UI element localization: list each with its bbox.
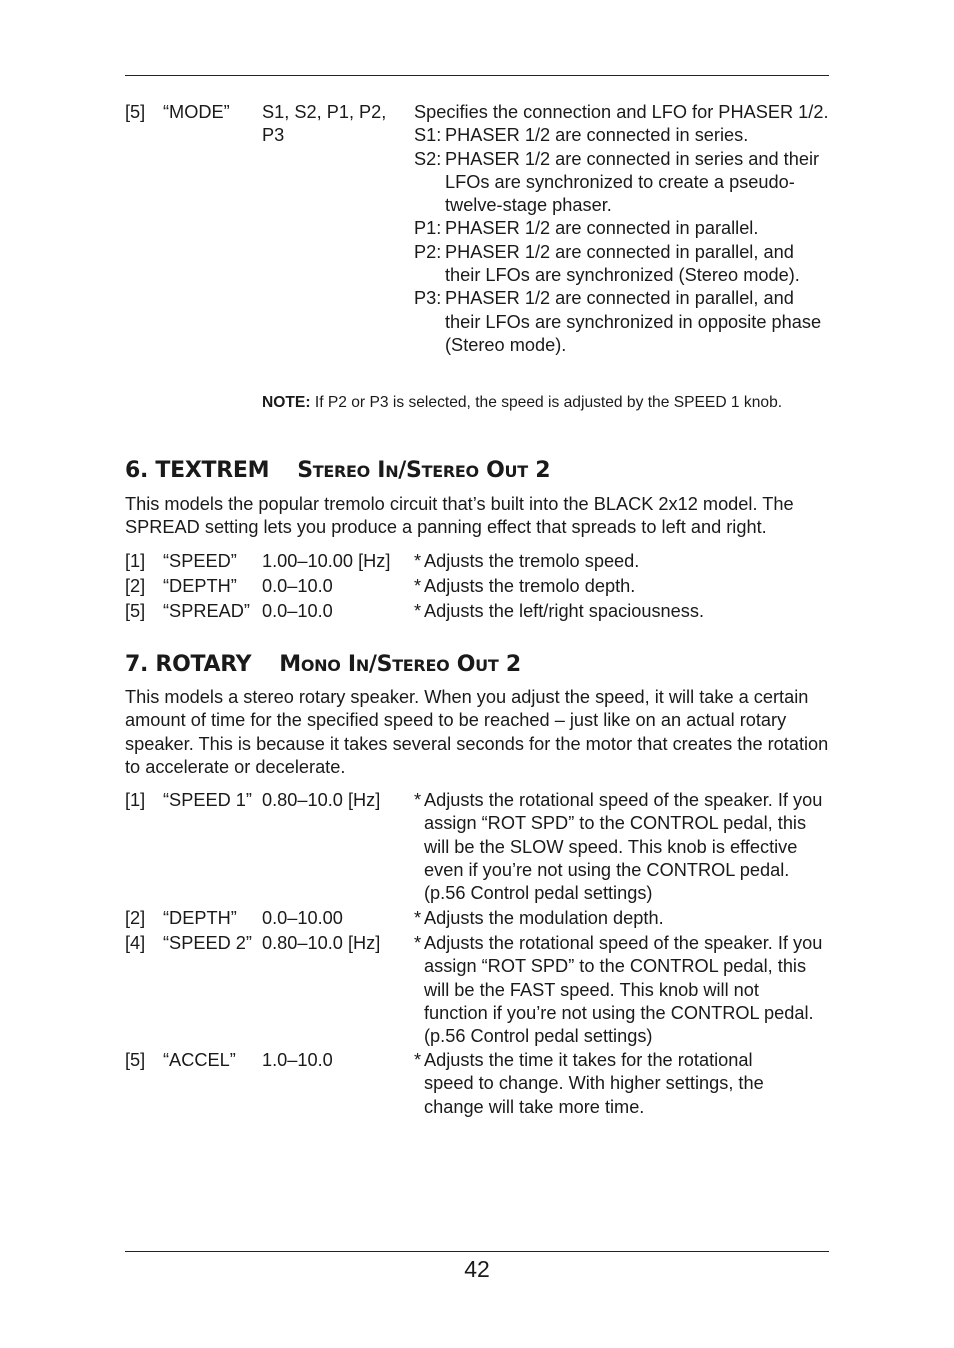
mode-text: PHASER 1/2 are connected in series and their LFOs are synchronized to create a pseudo-twelve-stage phaser. [445,148,820,216]
param-description-text: Adjusts the modulation depth. [424,908,664,928]
io-part-small: TEREO [312,462,370,481]
section-title: 7. ROTARY [125,652,252,677]
mode-item-p3 [414,287,834,357]
io-part-small: ONO [300,656,341,675]
mode-intro: Specifies the connection and LFO for PHASER 1/2. [414,102,829,122]
param-description-text: Adjusts the time it takes for the rotational speed to change. With higher settings, the change will take more time. [424,1050,764,1117]
io-part-small: UT [475,656,499,675]
asterisk: * [414,790,422,810]
param-range: 0.0–10.0 [262,576,333,596]
mode-tag: P3: [414,288,442,309]
page-number: 42 [464,1256,490,1282]
param-description [414,101,834,357]
asterisk: * [414,933,422,953]
mode-tag: S1: [414,125,442,146]
io-part: I [340,652,356,677]
param-name: “SPEED 1” [163,790,252,810]
param-description [414,575,844,598]
io-part: /S [368,652,393,677]
section-paragraph-textrem: This models the popular tremolo circuit that’s built into the BLACK 2x12 model. The SPREAD setting lets you produce a panning effect that spreads to left and right. [125,494,794,538]
param-number: [1] [125,551,146,571]
param-description [414,1049,804,1119]
io-part-small: UT [504,462,528,481]
param-name: “DEPTH” [163,908,237,928]
param-description [414,907,824,930]
io-part: M [279,652,301,677]
param-description [414,932,824,1048]
param-name: “DEPTH” [163,576,237,596]
section-title: 6. TEXTREM [125,458,270,483]
param-name: “ACCEL” [163,1050,236,1070]
note [262,392,822,413]
note-text: If P2 or P3 is selected, the speed is adjusted by the SPEED 1 knob. [314,394,783,411]
param-range: 0.0–10.00 [262,908,343,928]
param-description-text: Adjusts the left/right spaciousness. [424,601,705,621]
section-heading-rotary [125,652,521,677]
top-rule [125,75,829,76]
io-part-small: TEREO [421,462,479,481]
param-description [414,789,824,905]
param-number: [1] [125,790,146,810]
mode-item-p2 [414,241,834,288]
asterisk: * [414,908,422,928]
param-range: 0.80–10.0 [Hz] [262,790,381,810]
param-range: 0.80–10.0 [Hz] [262,933,381,953]
io-part: O [478,458,505,483]
param-range: 0.0–10.0 [262,601,333,621]
section-paragraph-rotary: This models a stereo rotary speaker. When you adjust the speed, it will take a certain amount of time for the specified speed to be reached – just like on an actual rotary speaker. This is because it takes several seconds for the motor that creates the rotation to accelerate or decelerate. [125,687,829,777]
mode-item-p1 [414,217,834,240]
asterisk: * [414,551,422,571]
bottom-rule [125,1251,829,1252]
param-number: [2] [125,908,146,928]
mode-text: PHASER 1/2 are connected in parallel. [445,218,759,239]
mode-tag: P2: [414,241,442,262]
param-number: [5] [125,601,146,621]
param-name: “SPEED 2” [163,933,252,953]
mode-text: PHASER 1/2 are connected in parallel, and their LFOs are synchronized in opposite phase (Stereo mode). [445,288,822,355]
mode-text: PHASER 1/2 are connected in parallel, and their LFOs are synchronized (Stereo mode). [445,241,800,286]
mode-text: PHASER 1/2 are connected in series. [445,125,749,146]
param-description-text: Adjusts the rotational speed of the speaker. If you assign “ROT SPD” to the CONTROL pedal, this will be the SLOW speed. This knob is effective even if you’re not using the CONTROL pedal. (p.56 Control pedal settings) [424,790,823,904]
param-number: [5] [125,1050,146,1070]
note-label: NOTE: [262,394,311,411]
mode-item-s1 [414,124,834,147]
mode-item-s2 [414,148,834,218]
param-name: “MODE” [163,102,230,122]
io-label [297,458,550,483]
mode-tag: S2: [414,148,442,169]
io-part: I [369,458,386,483]
param-number: [4] [125,933,146,953]
asterisk: * [414,1050,422,1070]
param-number: [2] [125,576,146,596]
io-label [279,652,521,677]
param-description-text: Adjusts the rotational speed of the speaker. If you assign “ROT SPD” to the CONTROL pedal, this will be the FAST speed. This knob will not function if you’re not using the CONTROL pedal. (p.56 Control pedal settings) [424,933,823,1047]
io-part-small: N [355,656,369,675]
mode-tag: P1: [414,218,442,239]
io-part: O [449,652,476,677]
io-part: S [297,458,313,483]
param-description [414,550,844,573]
param-name: “SPREAD” [163,601,250,621]
param-description-text: Adjusts the tremolo speed. [424,551,640,571]
io-part: 2 [498,652,521,677]
asterisk: * [414,601,422,621]
section-heading-textrem [125,458,550,483]
param-range: 1.0–10.0 [262,1050,333,1070]
io-part: /S [398,458,422,483]
param-range: 1.00–10.00 [Hz] [262,551,391,571]
asterisk: * [414,576,422,596]
param-description-text: Adjusts the tremolo depth. [424,576,636,596]
param-name: “SPEED” [163,551,237,571]
io-part: 2 [527,458,551,483]
param-number: [5] [125,102,146,122]
param-description [414,600,844,623]
param-range: S1, S2, P1, P2, P3 [262,102,387,146]
io-part-small: TEREO [392,656,450,675]
io-part-small: N [385,462,399,481]
